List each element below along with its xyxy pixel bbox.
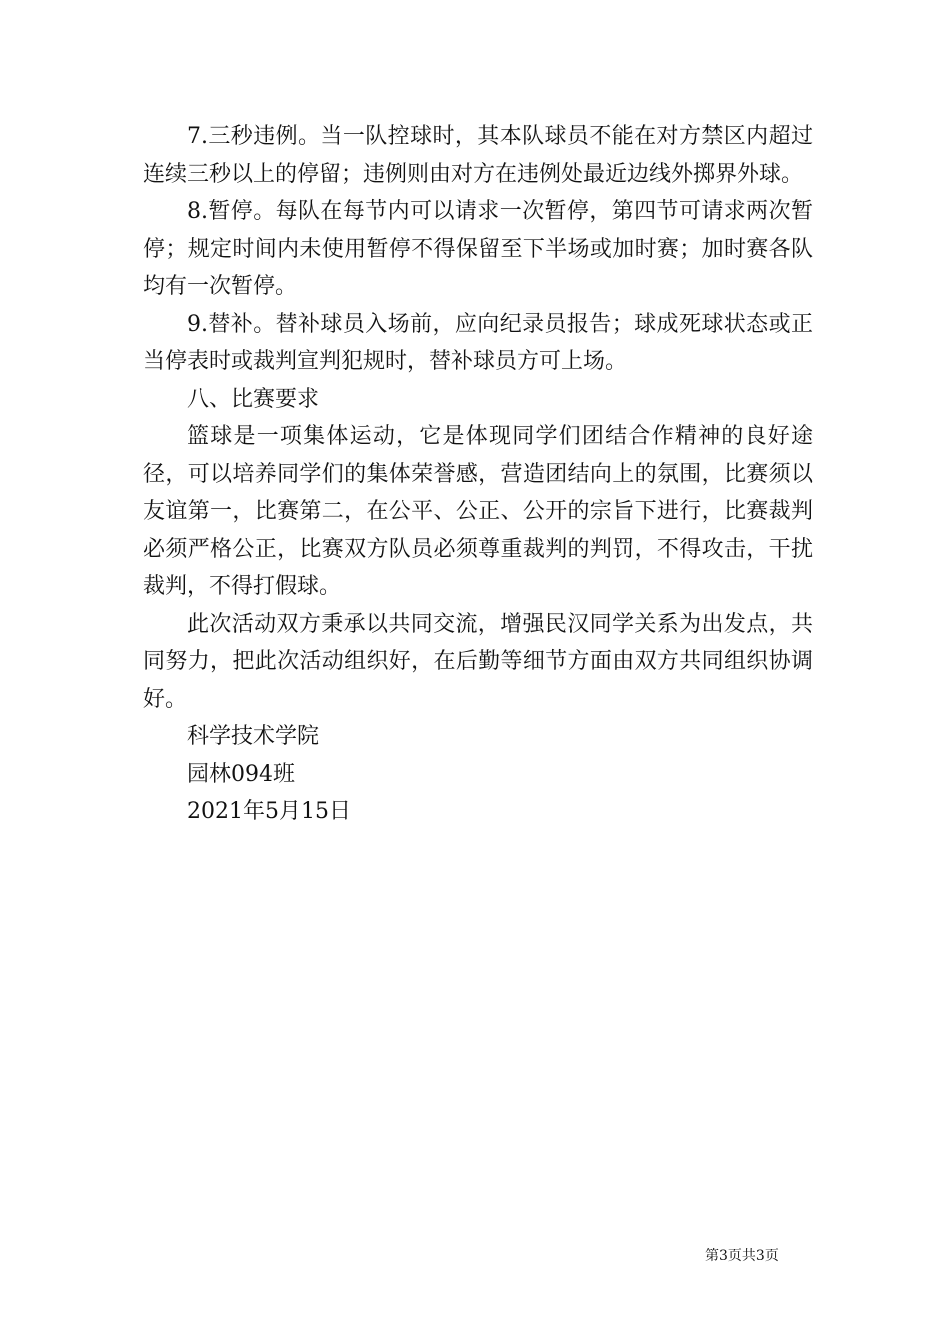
signature-class: 园林094班	[187, 761, 295, 787]
paragraph-cooperation: 此次活动双方秉承以共同交流，增强民汉同学关系为出发点，共同努力，把此次活动组织好，在后勤等细节方面由双方共同组织协调好。	[143, 611, 813, 712]
paragraph-three-second-violation: 7.三秒违例。当一队控球时，其本队球员不能在对方禁区内超过连续三秒以上的停留；违例则由对方在违例处最近边线外掷界外球。	[143, 124, 813, 187]
page-number: 第3页共3页	[705, 1248, 779, 1264]
signature-date: 2021年5月15日	[187, 799, 351, 824]
paragraph-timeout: 8.暂停。每队在每节内可以请求一次暂停，第四节可请求两次暂停；规定时间内未使用暂停不得保留至下半场或加时赛；加时赛各队均有一次暂停。	[143, 199, 813, 299]
paragraph-competition-requirements: 篮球是一项集体运动，它是体现同学们团结合作精神的良好途径，可以培养同学们的集体荣誉感，营造团结向上的氛围，比赛须以友谊第一，比赛第二，在公平、公正、公开的宗旨下进行，比赛裁判必须严格公正，比赛双方队员必须尊重裁判的判罚，不得攻击，干扰裁判，不得打假球。	[143, 424, 813, 599]
signature-organization: 科学技术学院	[187, 724, 320, 749]
paragraph-substitution: 9.替补。替补球员入场前，应向纪录员报告；球成死球状态或正当停表时或裁判宣判犯规时，替补球员方可上场。	[143, 311, 813, 374]
section-heading-competition-requirements: 八、比赛要求	[187, 386, 320, 412]
document-body	[143, 118, 813, 831]
